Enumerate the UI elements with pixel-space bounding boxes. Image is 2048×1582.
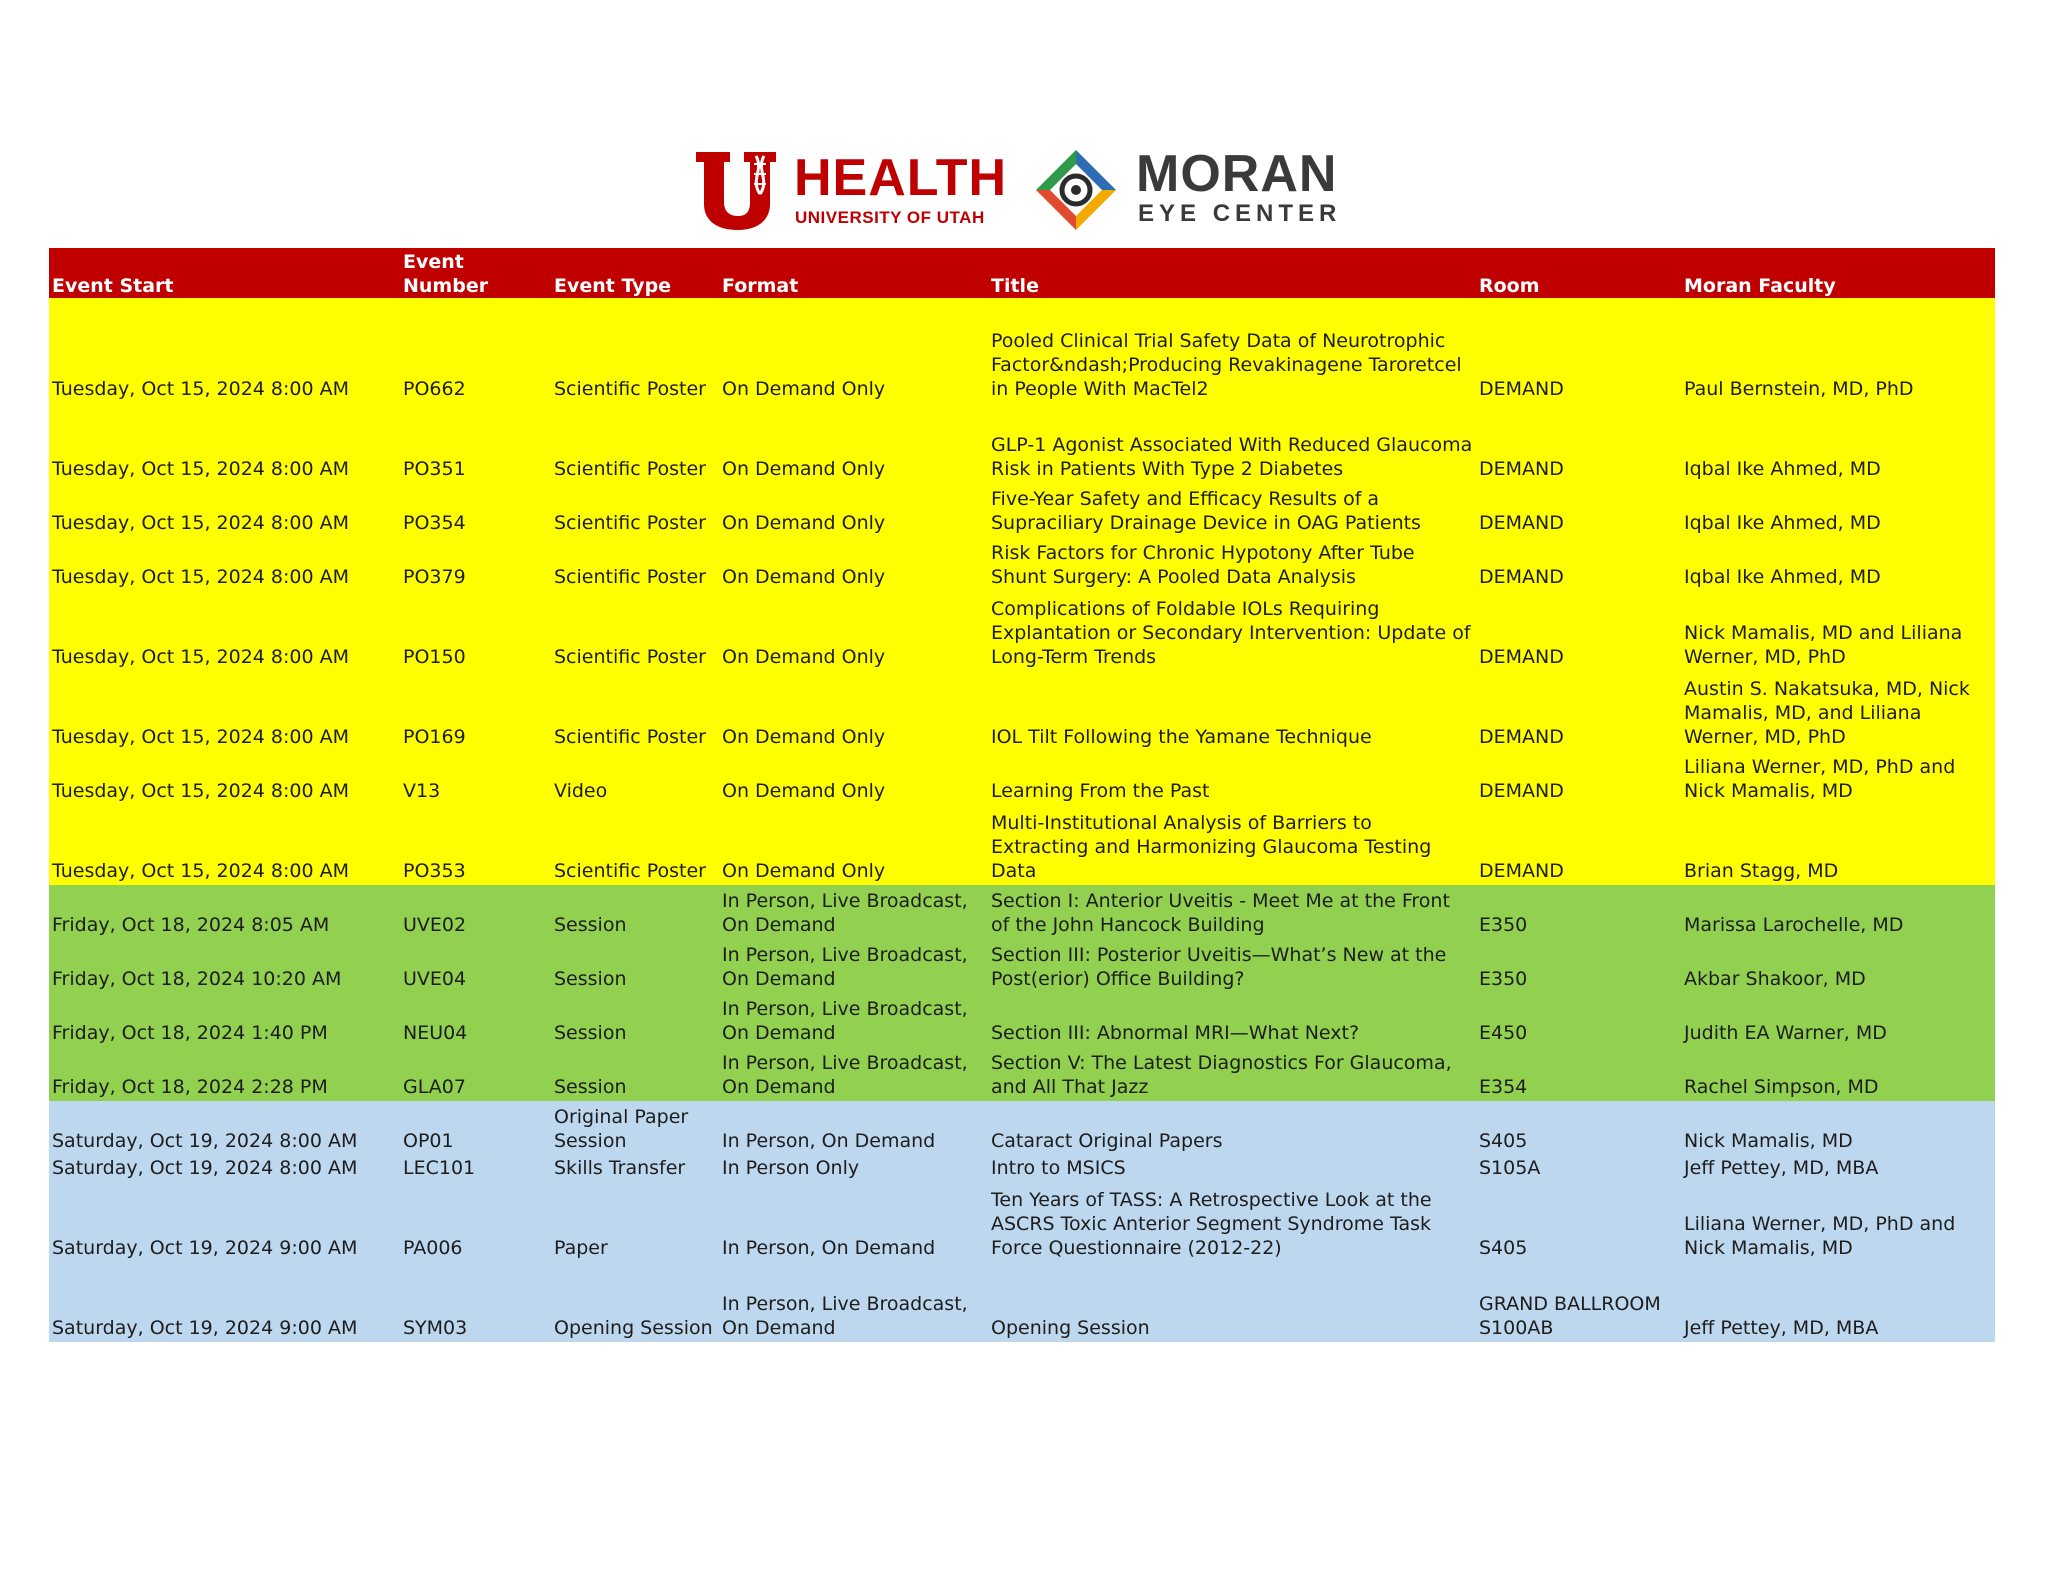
- title-cell: Learning From the Past: [988, 751, 1476, 805]
- format-cell: On Demand Only: [719, 298, 988, 403]
- title-cell: Intro to MSICS: [988, 1155, 1476, 1182]
- event-start-cell: Tuesday, Oct 15, 2024 8:00 AM: [49, 671, 400, 751]
- column-header-title: Title: [988, 248, 1476, 298]
- table-row: [49, 1047, 1995, 1101]
- table-row: [49, 885, 1995, 939]
- event-type-cell: Video: [551, 751, 719, 805]
- event-type-cell: Scientific Poster: [551, 805, 719, 885]
- room-cell: E350: [1476, 939, 1681, 993]
- room-cell: DEMAND: [1476, 671, 1681, 751]
- event-number-cell: UVE04: [400, 939, 551, 993]
- column-header-event-start: Event Start: [49, 248, 400, 298]
- title-cell: Multi-Institutional Analysis of Barriers to Extracting and Harmonizing Glaucoma Testing Data: [988, 805, 1476, 885]
- room-cell: S405: [1476, 1182, 1681, 1262]
- event-type-cell: Skills Transfer: [551, 1155, 719, 1182]
- faculty-cell: Nick Mamalis, MD and Liliana Werner, MD, PhD: [1681, 591, 1995, 671]
- event-start-cell: Tuesday, Oct 15, 2024 8:00 AM: [49, 751, 400, 805]
- event-start-cell: Saturday, Oct 19, 2024 8:00 AM: [49, 1101, 400, 1155]
- format-cell: In Person Only: [719, 1155, 988, 1182]
- event-type-cell: Paper: [551, 1182, 719, 1262]
- title-cell: Complications of Foldable IOLs Requiring Explantation or Secondary Intervention: Update of Long-Term Trends: [988, 591, 1476, 671]
- format-cell: On Demand Only: [719, 805, 988, 885]
- table-row: [49, 1101, 1995, 1155]
- logo-bar: [0, 146, 2048, 234]
- column-header-event-number: Event Number: [400, 248, 551, 298]
- event-start-cell: Tuesday, Oct 15, 2024 8:00 AM: [49, 805, 400, 885]
- university-of-utah-health-logo: [694, 149, 1008, 230]
- table-row: [49, 591, 1995, 671]
- faculty-cell: Paul Bernstein, MD, PhD: [1681, 298, 1995, 403]
- room-cell: S105A: [1476, 1155, 1681, 1182]
- column-header-event-type: Event Type: [551, 248, 719, 298]
- room-cell: DEMAND: [1476, 403, 1681, 483]
- event-number-cell: OP01: [400, 1101, 551, 1155]
- format-cell: In Person, Live Broadcast, On Demand: [719, 993, 988, 1047]
- faculty-cell: Judith EA Warner, MD: [1681, 993, 1995, 1047]
- faculty-cell: Nick Mamalis, MD: [1681, 1101, 1995, 1155]
- title-cell: Section III: Abnormal MRI—What Next?: [988, 993, 1476, 1047]
- room-cell: E450: [1476, 993, 1681, 1047]
- faculty-cell: Liliana Werner, MD, PhD and Nick Mamalis, MD: [1681, 751, 1995, 805]
- room-cell: GRAND BALLROOM S100AB: [1476, 1262, 1681, 1342]
- moran-wordmark: MORAN: [1136, 145, 1338, 203]
- table-row: [49, 403, 1995, 483]
- event-start-cell: Tuesday, Oct 15, 2024 8:00 AM: [49, 298, 400, 403]
- room-cell: DEMAND: [1476, 483, 1681, 537]
- title-cell: GLP-1 Agonist Associated With Reduced Glaucoma Risk in Patients With Type 2 Diabetes: [988, 403, 1476, 483]
- faculty-cell: Iqbal Ike Ahmed, MD: [1681, 403, 1995, 483]
- event-start-cell: Tuesday, Oct 15, 2024 8:00 AM: [49, 591, 400, 671]
- room-cell: DEMAND: [1476, 751, 1681, 805]
- event-start-cell: Friday, Oct 18, 2024 10:20 AM: [49, 939, 400, 993]
- faculty-cell: Marissa Larochelle, MD: [1681, 885, 1995, 939]
- faculty-cell: Akbar Shakoor, MD: [1681, 939, 1995, 993]
- format-cell: In Person, Live Broadcast, On Demand: [719, 885, 988, 939]
- event-number-cell: UVE02: [400, 885, 551, 939]
- university-of-utah-wordmark: UNIVERSITY OF UTAH: [795, 208, 985, 227]
- format-cell: On Demand Only: [719, 591, 988, 671]
- event-type-cell: Session: [551, 1047, 719, 1101]
- room-cell: DEMAND: [1476, 298, 1681, 403]
- event-number-cell: PO169: [400, 671, 551, 751]
- event-number-cell: LEC101: [400, 1155, 551, 1182]
- event-schedule-table: [49, 248, 1995, 1342]
- table-row: [49, 939, 1995, 993]
- event-number-cell: V13: [400, 751, 551, 805]
- event-number-cell: NEU04: [400, 993, 551, 1047]
- event-number-cell: PO379: [400, 537, 551, 591]
- event-type-cell: Session: [551, 993, 719, 1047]
- event-number-cell: GLA07: [400, 1047, 551, 1101]
- event-number-cell: PO351: [400, 403, 551, 483]
- title-cell: Ten Years of TASS: A Retrospective Look at the ASCRS Toxic Anterior Segment Syndrome Task Force Questionnaire (2012-22): [988, 1182, 1476, 1262]
- faculty-cell: Iqbal Ike Ahmed, MD: [1681, 537, 1995, 591]
- health-wordmark: HEALTH: [794, 149, 1008, 207]
- room-cell: S405: [1476, 1101, 1681, 1155]
- format-cell: On Demand Only: [719, 537, 988, 591]
- title-cell: Opening Session: [988, 1262, 1476, 1342]
- event-start-cell: Saturday, Oct 19, 2024 8:00 AM: [49, 1155, 400, 1182]
- table-row: [49, 805, 1995, 885]
- faculty-cell: Austin S. Nakatsuka, MD, Nick Mamalis, MD, and Liliana Werner, MD, PhD: [1681, 671, 1995, 751]
- table-row: [49, 671, 1995, 751]
- event-start-cell: Friday, Oct 18, 2024 8:05 AM: [49, 885, 400, 939]
- moran-eye-center-logo: [1032, 146, 1352, 234]
- event-type-cell: Scientific Poster: [551, 483, 719, 537]
- title-cell: Risk Factors for Chronic Hypotony After Tube Shunt Surgery: A Pooled Data Analysis: [988, 537, 1476, 591]
- table-row: [49, 1262, 1995, 1342]
- event-type-cell: Session: [551, 939, 719, 993]
- event-type-cell: Scientific Poster: [551, 591, 719, 671]
- event-number-cell: SYM03: [400, 1262, 551, 1342]
- format-cell: In Person, On Demand: [719, 1101, 988, 1155]
- title-cell: IOL Tilt Following the Yamane Technique: [988, 671, 1476, 751]
- event-number-cell: PO662: [400, 298, 551, 403]
- event-number-cell: PA006: [400, 1182, 551, 1262]
- faculty-cell: Jeff Pettey, MD, MBA: [1681, 1155, 1995, 1182]
- title-cell: Section I: Anterior Uveitis - Meet Me at the Front of the John Hancock Building: [988, 885, 1476, 939]
- event-start-cell: Friday, Oct 18, 2024 1:40 PM: [49, 993, 400, 1047]
- format-cell: On Demand Only: [719, 483, 988, 537]
- event-start-cell: Tuesday, Oct 15, 2024 8:00 AM: [49, 403, 400, 483]
- format-cell: On Demand Only: [719, 671, 988, 751]
- title-cell: Pooled Clinical Trial Safety Data of Neurotrophic Factor&ndash;Producing Revakinagene Taroretcel in People With MacTel2: [988, 298, 1476, 403]
- column-header-room: Room: [1476, 248, 1681, 298]
- faculty-cell: Iqbal Ike Ahmed, MD: [1681, 483, 1995, 537]
- title-cell: Section V: The Latest Diagnostics For Glaucoma, and All That Jazz: [988, 1047, 1476, 1101]
- event-start-cell: Saturday, Oct 19, 2024 9:00 AM: [49, 1262, 400, 1342]
- column-header-moran-faculty: Moran Faculty: [1681, 248, 1995, 298]
- event-type-cell: Original Paper Session: [551, 1101, 719, 1155]
- event-type-cell: Scientific Poster: [551, 298, 719, 403]
- block-u-icon: [694, 150, 778, 230]
- title-cell: Section III: Posterior Uveitis—What’s New at the Post(erior) Office Building?: [988, 939, 1476, 993]
- format-cell: In Person, Live Broadcast, On Demand: [719, 1262, 988, 1342]
- table-row: [49, 483, 1995, 537]
- room-cell: DEMAND: [1476, 805, 1681, 885]
- moran-diamond-icon: [1032, 146, 1120, 234]
- event-number-cell: PO354: [400, 483, 551, 537]
- event-type-cell: Scientific Poster: [551, 537, 719, 591]
- table-row: [49, 1182, 1995, 1262]
- room-cell: E354: [1476, 1047, 1681, 1101]
- format-cell: In Person, On Demand: [719, 1182, 988, 1262]
- column-header-format: Format: [719, 248, 988, 298]
- event-start-cell: Saturday, Oct 19, 2024 9:00 AM: [49, 1182, 400, 1262]
- event-number-cell: PO150: [400, 591, 551, 671]
- table-row: [49, 298, 1995, 403]
- room-cell: DEMAND: [1476, 591, 1681, 671]
- table-row: [49, 1155, 1995, 1182]
- event-number-cell: PO353: [400, 805, 551, 885]
- title-cell: Five-Year Safety and Efficacy Results of a Supraciliary Drainage Device in OAG Patients: [988, 483, 1476, 537]
- table-header-row: [49, 248, 1995, 298]
- faculty-cell: Liliana Werner, MD, PhD and Nick Mamalis, MD: [1681, 1182, 1995, 1262]
- table-row: [49, 537, 1995, 591]
- event-start-cell: Tuesday, Oct 15, 2024 8:00 AM: [49, 483, 400, 537]
- format-cell: In Person, Live Broadcast, On Demand: [719, 1047, 988, 1101]
- event-start-cell: Tuesday, Oct 15, 2024 8:00 AM: [49, 537, 400, 591]
- room-cell: E350: [1476, 885, 1681, 939]
- event-start-cell: Friday, Oct 18, 2024 2:28 PM: [49, 1047, 400, 1101]
- table-row: [49, 993, 1995, 1047]
- event-type-cell: Scientific Poster: [551, 671, 719, 751]
- faculty-cell: Brian Stagg, MD: [1681, 805, 1995, 885]
- event-type-cell: Opening Session: [551, 1262, 719, 1342]
- faculty-cell: Rachel Simpson, MD: [1681, 1047, 1995, 1101]
- room-cell: DEMAND: [1476, 537, 1681, 591]
- event-type-cell: Session: [551, 885, 719, 939]
- title-cell: Cataract Original Papers: [988, 1101, 1476, 1155]
- faculty-cell: Jeff Pettey, MD, MBA: [1681, 1262, 1995, 1342]
- eye-center-wordmark: EYE CENTER: [1138, 200, 1342, 227]
- format-cell: In Person, Live Broadcast, On Demand: [719, 939, 988, 993]
- table-row: [49, 751, 1995, 805]
- event-type-cell: Scientific Poster: [551, 403, 719, 483]
- format-cell: On Demand Only: [719, 403, 988, 483]
- format-cell: On Demand Only: [719, 751, 988, 805]
